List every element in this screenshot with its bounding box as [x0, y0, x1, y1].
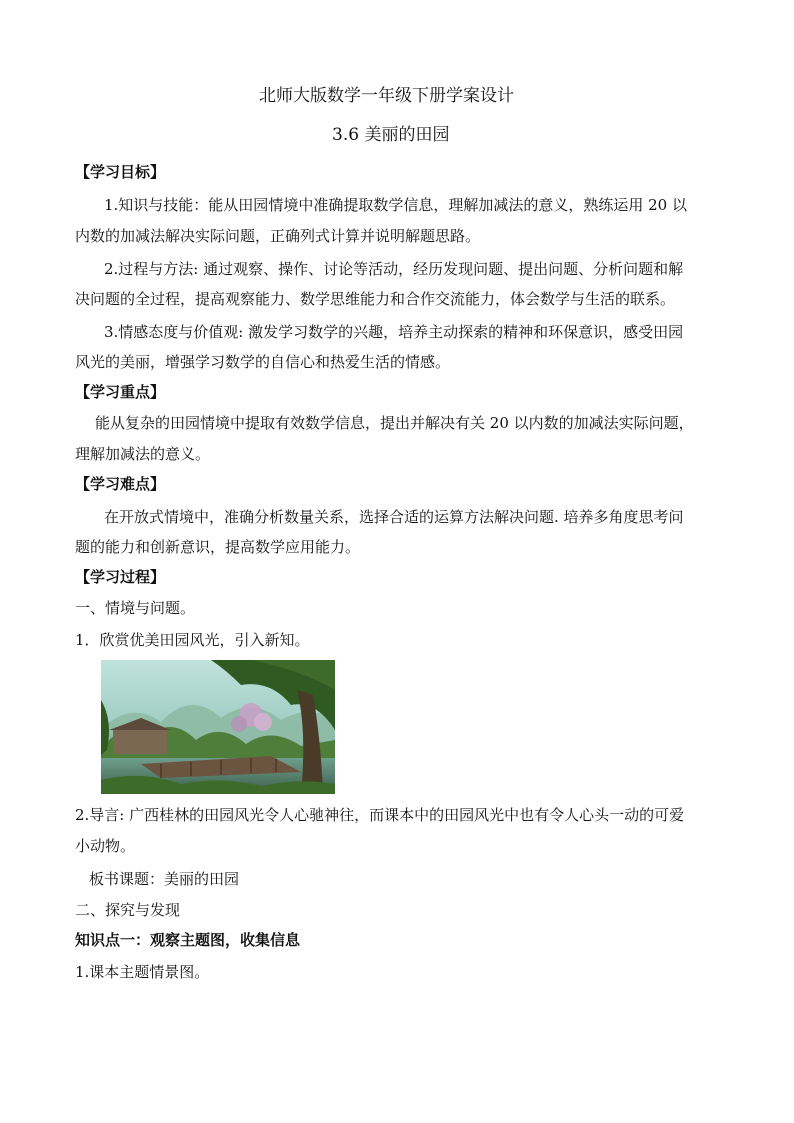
objective-1-line-2: 内数的加减法解决实际问题，正确列式计算并说明解题思路。 — [75, 227, 481, 245]
process-heading: 【学习过程】 — [75, 568, 166, 586]
difficulties-line-1: 在开放式情境中，准确分析数量关系，选择合适的运算方法解决问题. 培养多角度思考问 — [104, 508, 684, 526]
step-1-text: 1．欣赏优美田园风光，引入新知。 — [75, 631, 310, 649]
key-points-heading: 【学习重点】 — [75, 383, 166, 401]
intro-line-1: 2.导言: 广西桂林的田园风光令人心驰神往，而课本中的田园风光中也有令人心头一动的可爱 — [75, 806, 685, 824]
objective-2-line-1: 2.过程与方法: 通过观察、操作、讨论等活动，经历发现问题、提出问题、分析问题和解 — [104, 260, 684, 278]
key-points-line-2: 理解加减法的意义。 — [75, 445, 211, 463]
countryside-scenery-image — [101, 660, 335, 794]
objective-3-line-1: 3.情感态度与价值观: 激发学习数学的兴趣，培养主动探索的精神和环保意识，感受田园 — [104, 323, 684, 341]
section-1-heading: 一、情境与问题。 — [75, 599, 196, 617]
section-2-heading: 二、探究与发现 — [75, 901, 181, 919]
lesson-title: 3.6 美丽的田园 — [332, 125, 450, 145]
step-last-text: 1.课本主题情景图。 — [75, 963, 210, 981]
knowledge-point-1: 知识点一：观察主题图，收集信息 — [75, 931, 301, 949]
objective-1-line-1: 1.知识与技能：能从田园情境中准确提取数学信息，理解加减法的意义，熟练运用 20 以 — [104, 196, 687, 214]
intro-line-2: 小动物。 — [75, 837, 136, 855]
board-title-text: 板书课题：美丽的田园 — [89, 870, 240, 888]
objectives-heading: 【学习目标】 — [75, 163, 166, 181]
difficulties-line-2: 题的能力和创新意识，提高数学应用能力。 — [75, 538, 361, 556]
document-title: 北师大版数学一年级下册学案设计 — [259, 86, 514, 106]
objective-3-line-2: 风光的美丽，增强学习数学的自信心和热爱生活的情感。 — [75, 353, 451, 371]
difficulties-heading: 【学习难点】 — [75, 475, 166, 493]
objective-2-line-2: 决问题的全过程，提高观察能力、数学思维能力和合作交流能力，体会数学与生活的联系。 — [75, 290, 676, 308]
key-points-line-1: 能从复杂的田园情境中提取有效数学信息，提出并解决有关 20 以内数的加减法实际问题， — [95, 414, 694, 432]
